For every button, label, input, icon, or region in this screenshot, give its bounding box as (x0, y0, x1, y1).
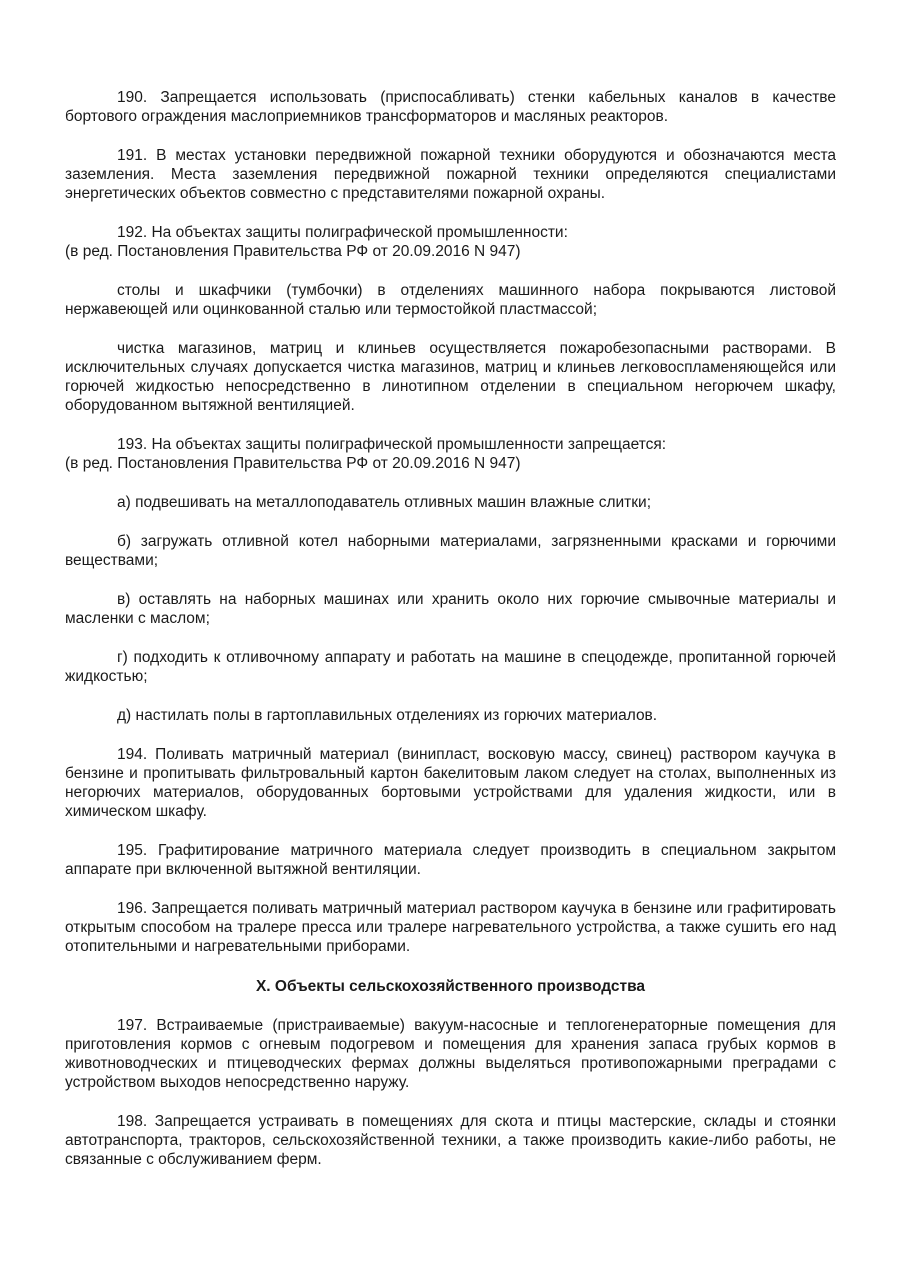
paragraph: 191. В местах установки передвижной пожарной техники оборудуются и обозначаются места заземления. Места заземления передвижной пожарной техники определяются специалистами энергетических объектов совместно с представителями пожарной охраны. (65, 147, 836, 202)
paragraph: 193. На объектах защиты полиграфической промышленности запрещается: (117, 436, 667, 453)
amendment-note: (в ред. Постановления Правительства РФ от 20.09.2016 N 947) (65, 455, 521, 472)
paragraph: 192. На объектах защиты полиграфической промышленности: (117, 224, 568, 241)
paragraph: 196. Запрещается поливать матричный материал раствором каучука в бензине или графитировать открытым способом на тралере пресса или тралере нагревательного устройства, а также сушить его над отопительными и нагревательными приборами. (65, 900, 836, 955)
paragraph: 198. Запрещается устраивать в помещениях для скота и птицы мастерские, склады и стоянки автотранспорта, тракторов, сельскохозяйственной техники, а также производить какие-либо работы, не связанные с обслуживанием ферм. (65, 1113, 836, 1168)
paragraph: 190. Запрещается использовать (приспосабливать) стенки кабельных каналов в качестве бортового ограждения маслоприемников трансформаторов и масляных реакторов. (65, 89, 836, 125)
paragraph: в) оставлять на наборных машинах или хранить около них горючие смывочные материалы и масленки с маслом; (65, 591, 836, 627)
paragraph: д) настилать полы в гартоплавильных отделениях из горючих материалов. (117, 707, 658, 724)
amendment-note: (в ред. Постановления Правительства РФ от 20.09.2016 N 947) (65, 243, 521, 260)
paragraph: чистка магазинов, матриц и клиньев осуществляется пожаробезопасными растворами. В исключительных случаях допускается чистка магазинов, матриц и клиньев легковоспламеняющейся или горючей жидкостью непосредственно в линотипном отделении в специальном негорючем шкафу, оборудованном вытяжной вентиляцией. (65, 340, 836, 414)
paragraph: г) подходить к отливочному аппарату и работать на машине в спецодежде, пропитанной горючей жидкостью; (65, 649, 836, 685)
document-body (65, 88, 836, 1169)
paragraph: 195. Графитирование матричного материала следует производить в специальном закрытом аппарате при включенной вытяжной вентиляции. (65, 842, 836, 878)
paragraph: б) загружать отливной котел наборными материалами, загрязненными красками и горючими веществами; (65, 533, 836, 569)
paragraph: столы и шкафчики (тумбочки) в отделениях машинного набора покрываются листовой нержавеющей или оцинкованной сталью или термостойкой пластмассой; (65, 282, 836, 318)
paragraph: 197. Встраиваемые (пристраиваемые) вакуум-насосные и теплогенераторные помещения для приготовления кормов с огневым подогревом и помещения для хранения запаса грубых кормов в животноводческих и птицеводческих фермах должны выделяться противопожарными преградами с устройством выходов непосредственно наружу. (65, 1017, 836, 1091)
paragraph: а) подвешивать на металлоподаватель отливных машин влажные слитки; (117, 494, 652, 511)
section-heading: X. Объекты сельскохозяйственного производства (255, 978, 646, 995)
paragraph: 194. Поливать матричный материал (винипласт, восковую массу, свинец) раствором каучука в бензине и пропитывать фильтровальный картон бакелитовым лаком следует на столах, выполненных из негорючих материалов, оборудованных бортовыми устройствами для удаления жидкости, или в химическом шкафу. (65, 746, 836, 820)
